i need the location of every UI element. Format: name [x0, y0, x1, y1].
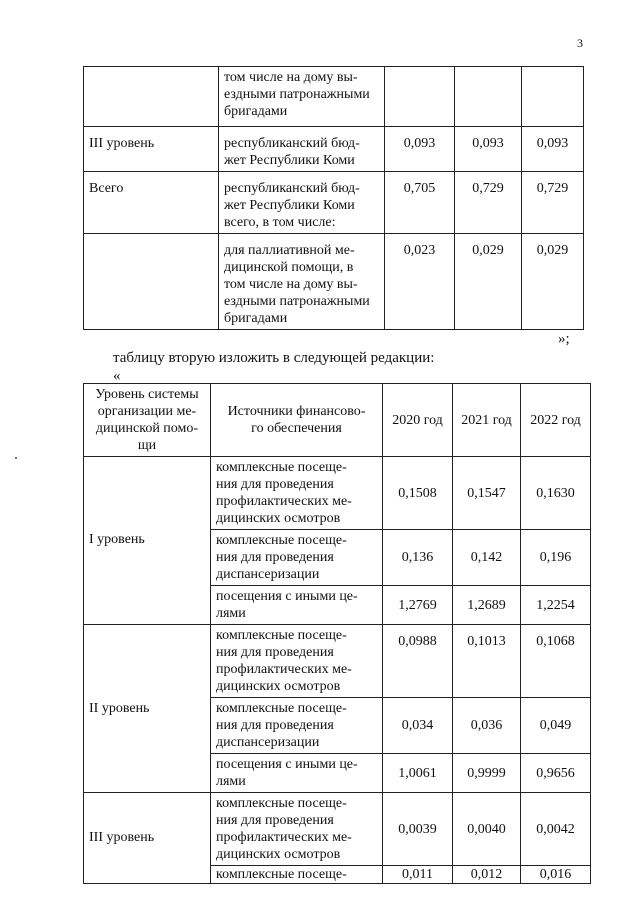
header-2020: 2020 год — [383, 384, 453, 457]
header-row — [84, 384, 591, 457]
value-2022-cell: 1,2254 — [521, 586, 591, 625]
source-cell: республиканский бюд- жет Республики Коми — [219, 127, 385, 172]
source-cell: том числе на дому вы- ездными патронажными бригадами — [219, 67, 385, 127]
table-row — [84, 234, 584, 330]
value-2020-cell: 1,2769 — [383, 586, 453, 625]
header-2021: 2021 год — [453, 384, 521, 457]
header-2022: 2022 год — [521, 384, 591, 457]
source-cell: комплексные посеще- ния для проведения диспансеризации — [211, 530, 383, 586]
level-cell: III уровень — [84, 793, 211, 884]
value-2021-cell: 0,1547 — [453, 457, 521, 530]
value-2020-cell: 0,136 — [383, 530, 453, 586]
source-cell: посещения с иными це- лями — [211, 586, 383, 625]
source-cell: комплексные посеще- ния для проведения профилактических ме- дицинских осмотров — [211, 793, 383, 866]
value-2020-cell: 0,705 — [385, 172, 455, 234]
source-cell: посещения с иными це- лями — [211, 754, 383, 793]
value-2020-cell: 0,0039 — [383, 793, 453, 866]
source-cell: для паллиативной ме- дицинской помощи, в том числе на дому вы- ездными патронажными бригадами — [219, 234, 385, 330]
value-2022-cell: 0,1630 — [521, 457, 591, 530]
source-cell: комплексные посеще- ния для проведения профилактических ме- дицинских осмотров — [211, 457, 383, 530]
value-2022-cell: 0,016 — [521, 866, 591, 884]
value-2021-cell: 0,142 — [453, 530, 521, 586]
funding-table-new — [83, 383, 591, 884]
value-2021-cell: 0,1013 — [453, 625, 521, 698]
value-2021-cell: 0,029 — [455, 234, 522, 330]
value-2020-cell: 1,0061 — [383, 754, 453, 793]
scan-speck — [15, 457, 17, 459]
value-2021-cell: 0,729 — [455, 172, 522, 234]
table-row — [84, 457, 591, 530]
value-2020-cell: 0,0988 — [383, 625, 453, 698]
source-cell: комплексные посеще- ния для проведения профилактических ме- дицинских осмотров — [211, 625, 383, 698]
level-cell: II уровень — [84, 625, 211, 793]
value-2022-cell: 0,9656 — [521, 754, 591, 793]
value-2022-cell: 0,1068 — [521, 625, 591, 698]
value-2022-cell: 0,029 — [522, 234, 584, 330]
value-2020-cell: 0,034 — [383, 698, 453, 754]
value-2022-cell: 0,0042 — [521, 793, 591, 866]
value-2022-cell: 0,093 — [522, 127, 584, 172]
value-2021-cell: 1,2689 — [453, 586, 521, 625]
value-2022-cell — [522, 67, 584, 127]
value-2021-cell: 0,036 — [453, 698, 521, 754]
level-cell — [84, 67, 219, 127]
value-2021-cell: 0,012 — [453, 866, 521, 884]
value-2022-cell: 0,049 — [521, 698, 591, 754]
page-number: 3 — [577, 36, 583, 50]
value-2021-cell: 0,0040 — [453, 793, 521, 866]
value-2021-cell: 0,9999 — [453, 754, 521, 793]
table-row — [84, 625, 591, 698]
table-row — [84, 67, 584, 127]
level-cell — [84, 234, 219, 330]
value-2022-cell: 0,196 — [521, 530, 591, 586]
level-cell: Всего — [84, 172, 219, 234]
source-cell: республиканский бюд- жет Республики Коми всего, в том числе: — [219, 172, 385, 234]
value-2020-cell — [385, 67, 455, 127]
value-2020-cell: 0,023 — [385, 234, 455, 330]
table-row — [84, 793, 591, 866]
value-2020-cell: 0,093 — [385, 127, 455, 172]
table-row — [84, 172, 584, 234]
value-2020-cell: 0,1508 — [383, 457, 453, 530]
value-2021-cell — [455, 67, 522, 127]
opening-quote: « — [113, 368, 121, 384]
table-row — [84, 127, 584, 172]
value-2020-cell: 0,011 — [383, 866, 453, 884]
source-cell: комплексные посеще- ния для проведения диспансеризации — [211, 698, 383, 754]
level-cell: III уровень — [84, 127, 219, 172]
value-2022-cell: 0,729 — [522, 172, 584, 234]
value-2021-cell: 0,093 — [455, 127, 522, 172]
source-cell: комплексные посеще- — [211, 866, 383, 884]
funding-table-continued — [83, 66, 584, 330]
level-cell: I уровень — [84, 457, 211, 625]
instruction-text: таблицу вторую изложить в следующей редакции: — [113, 350, 435, 366]
closing-quote: »; — [558, 331, 570, 347]
header-source: Источники финансово- го обеспечения — [211, 384, 383, 457]
header-level: Уровень системы организации ме- дицинской помо- щи — [84, 384, 211, 457]
